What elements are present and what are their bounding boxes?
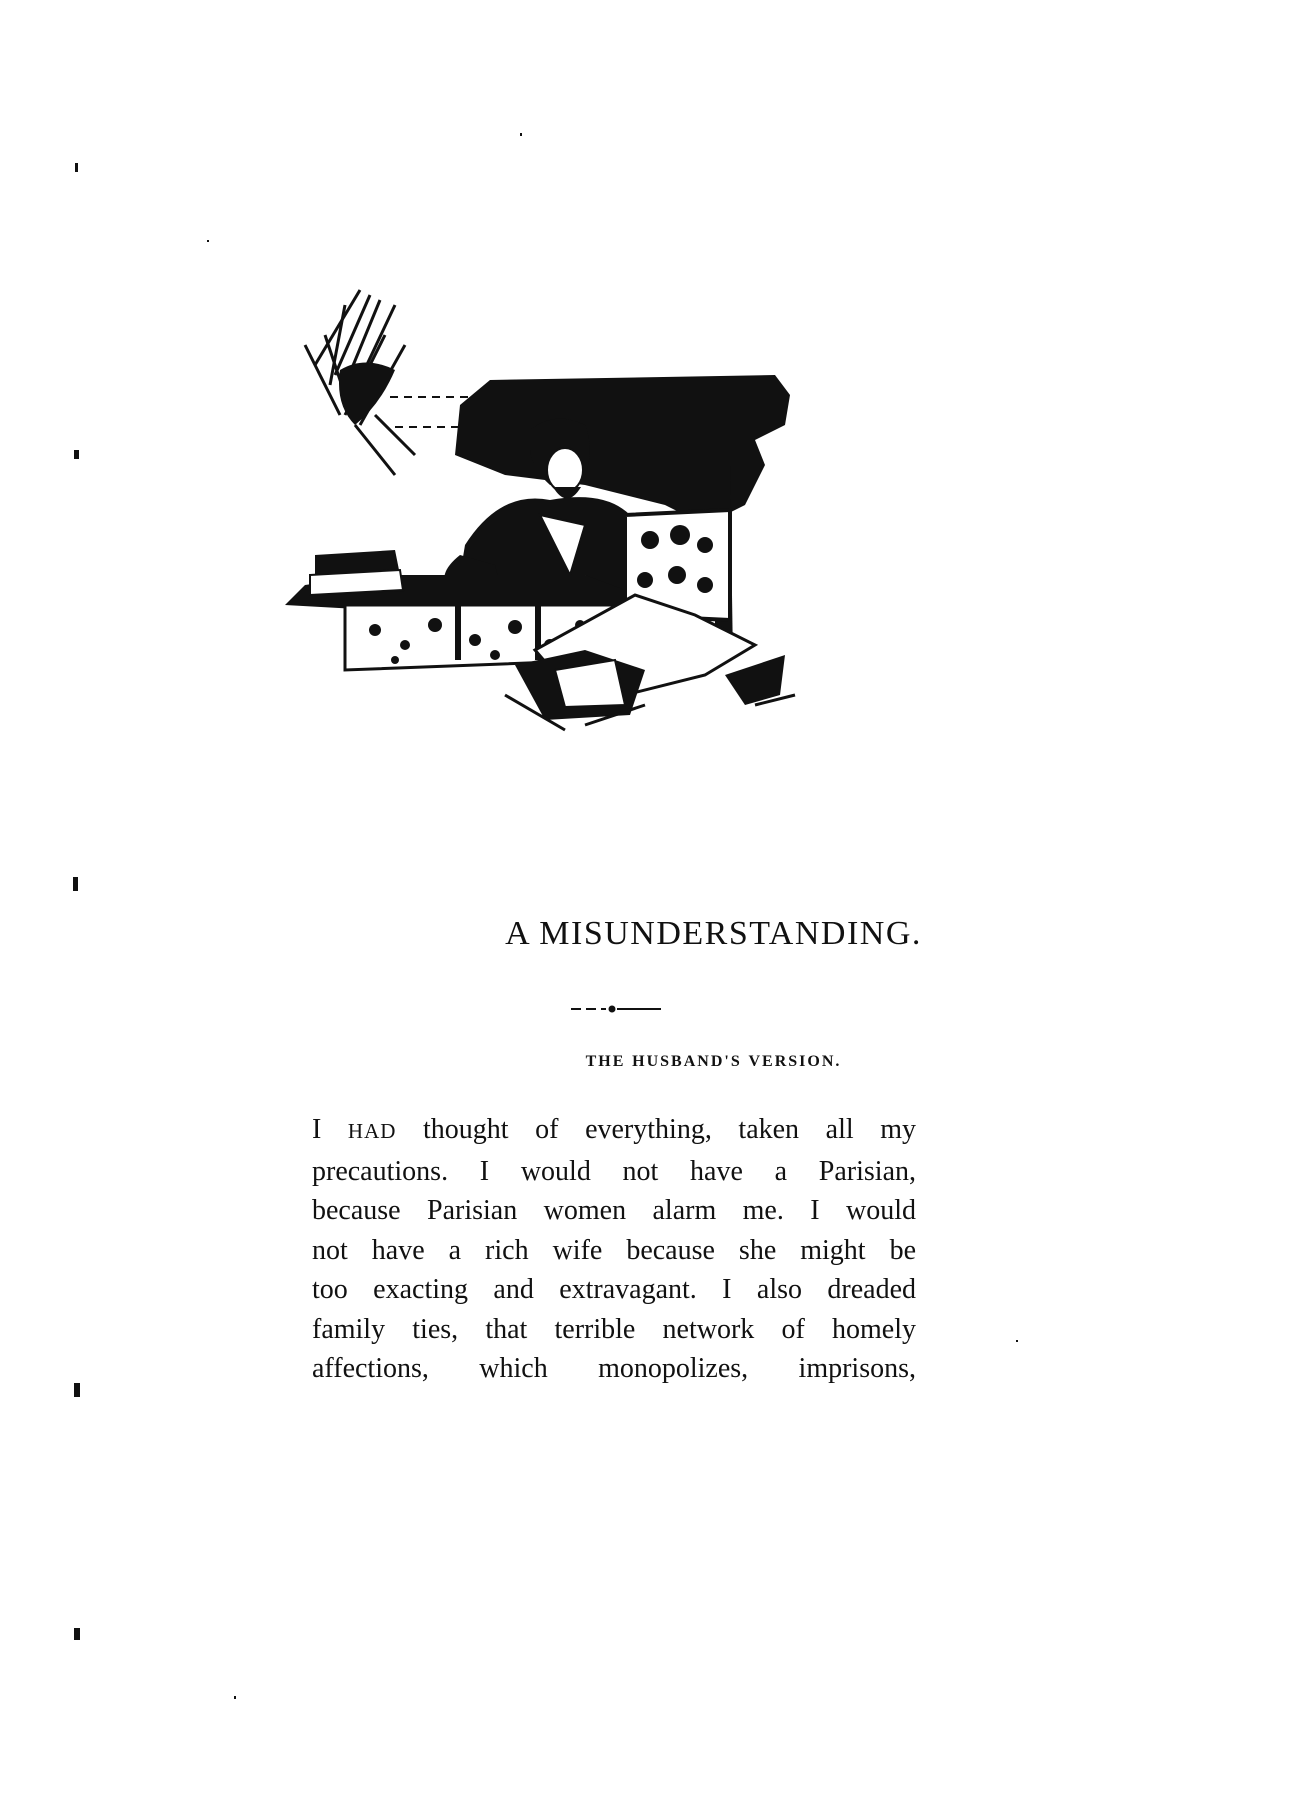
text-line: family ties, that terrible network of homely xyxy=(312,1313,916,1345)
margin-mark xyxy=(74,1628,80,1640)
subtitle-word: HUSBAND xyxy=(632,1053,725,1070)
margin-mark xyxy=(75,163,78,172)
text-line: too exacting and extravagant. I also dreaded xyxy=(312,1274,916,1305)
text-line: affections, which monopolizes, imprisons, xyxy=(312,1353,916,1384)
divider-ornament-icon xyxy=(571,1003,661,1015)
margin-dot xyxy=(1016,1340,1018,1342)
subtitle-apostrophe: 'S xyxy=(724,1053,742,1070)
line-text: thought of everything, taken all my xyxy=(423,1114,916,1145)
text-line: because Parisian women alarm me. I would xyxy=(312,1195,916,1226)
margin-dot xyxy=(520,133,522,136)
margin-mark xyxy=(74,1383,80,1397)
text-line: precautions. I would not have a Parisian, xyxy=(312,1155,916,1187)
subtitle-word: THE xyxy=(585,1053,626,1070)
text-line: not have a rich wife because she might be xyxy=(312,1234,916,1266)
margin-dot xyxy=(207,240,209,242)
margin-mark xyxy=(74,450,79,459)
text-line xyxy=(312,1110,916,1152)
margin-dot xyxy=(234,1696,236,1699)
margin-mark xyxy=(73,877,78,891)
subtitle-word: VERSION. xyxy=(748,1053,842,1070)
lead-small-caps: HAD xyxy=(347,1119,397,1143)
section-subtitle xyxy=(56,1050,1315,1072)
engraving-man-writing-at-desk-icon xyxy=(285,275,925,875)
lead-word: I xyxy=(312,1114,322,1145)
body-paragraph xyxy=(312,1110,916,1389)
chapter-title: A MISUNDERSTANDING. xyxy=(505,915,922,952)
